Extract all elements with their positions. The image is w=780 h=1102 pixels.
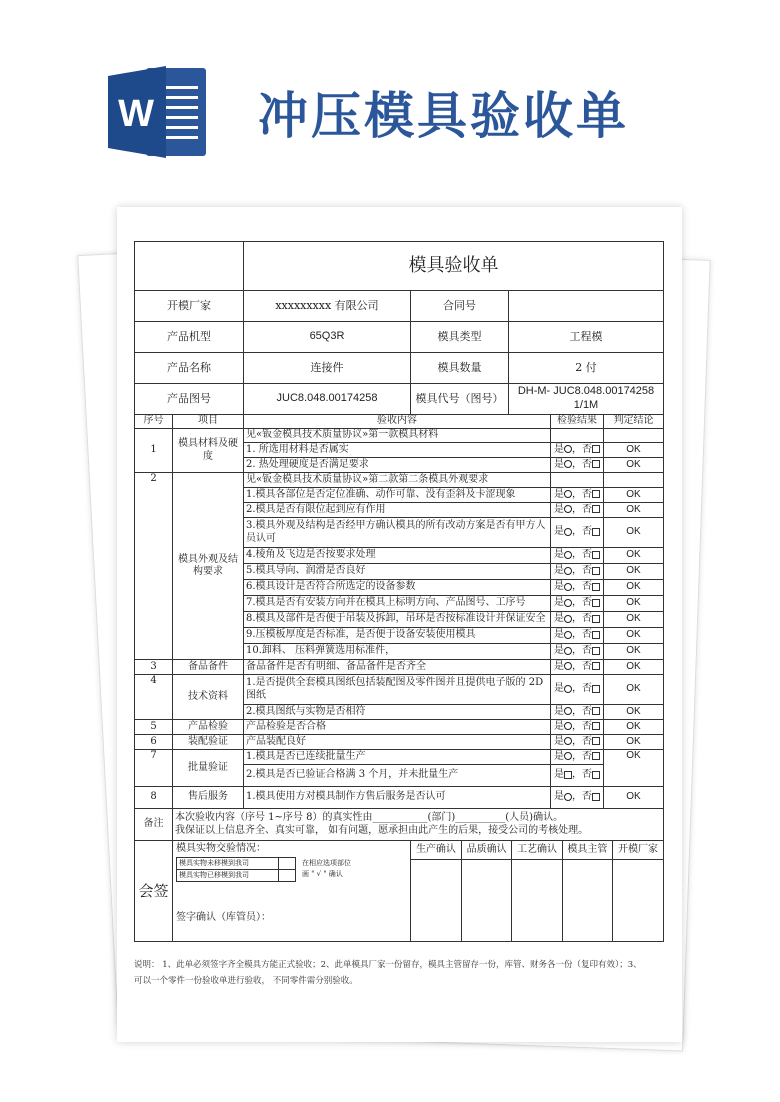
- no-checkbox-icon: [592, 631, 600, 639]
- no-option[interactable]: 否: [582, 549, 600, 560]
- maker-label: 开模厂家: [135, 291, 244, 322]
- s2-row-2: 2.模具是否有限位起到应有作用: [244, 503, 551, 518]
- s2-r6-verdict: OK: [604, 580, 664, 596]
- s2-r2-verdict: OK: [604, 503, 664, 518]
- s2-r1-result: 是 ，否: [551, 488, 604, 503]
- no-checkbox-icon: [592, 752, 600, 760]
- s2-r5-result: 是 ，否: [551, 564, 604, 580]
- s8-seq: 8: [135, 787, 173, 809]
- yes-checkbox-icon: [564, 771, 572, 779]
- s4-r2-result: 是 ，否: [551, 705, 604, 720]
- yes-circle-icon: [564, 551, 572, 559]
- no-checkbox-icon: [592, 722, 600, 730]
- s8-content: 1.模具使用方对模具制作方售后服务是否认可: [244, 787, 551, 809]
- check-note: [302, 858, 351, 880]
- no-checkbox-icon: [592, 583, 600, 591]
- yes-option[interactable]: 是: [554, 549, 572, 560]
- s5-verdict: OK: [604, 720, 664, 735]
- no-checkbox-icon: [592, 490, 600, 498]
- option-not-moved[interactable]: 模具实物未移模到我司: [177, 857, 279, 869]
- col-content: 验收内容: [244, 415, 551, 429]
- form-title: 模具验收单: [244, 242, 664, 291]
- qty-value: 2 付: [509, 353, 664, 384]
- no-checkbox-icon: [592, 551, 600, 559]
- drawing-value: JUC8.048.00174258: [244, 384, 411, 415]
- yes-circle-icon: [564, 685, 572, 693]
- s7-item: 批量验证: [173, 750, 244, 787]
- no-checkbox-icon: [592, 737, 600, 745]
- s7-seq: 7: [135, 750, 173, 787]
- s7-row-1: 1.模具是否已连续批量生产: [244, 750, 551, 765]
- acceptance-form: [134, 241, 663, 942]
- no-checkbox-icon: [592, 662, 600, 670]
- s8-result: 是 ，否: [551, 787, 604, 809]
- no-option[interactable]: 否: [582, 645, 600, 656]
- yes-option[interactable]: 是: [554, 504, 572, 515]
- yes-circle-icon: [564, 460, 572, 468]
- sign-columns-cell: [411, 841, 664, 942]
- remark-content: [173, 809, 664, 841]
- no-option[interactable]: 否: [582, 613, 600, 624]
- no-checkbox-icon: [592, 505, 600, 513]
- s2-row-10: 10.卸料、 压料弹簧选用标准件，: [244, 644, 551, 660]
- sign-box-process[interactable]: [512, 859, 562, 941]
- sign-columns: [411, 841, 663, 941]
- yes-option[interactable]: 是: [554, 736, 572, 747]
- col-seq: 序号: [135, 415, 173, 429]
- yes-circle-icon: [564, 615, 572, 623]
- s6-result: 是 ，否: [551, 735, 604, 750]
- svg-text:W: W: [118, 93, 154, 135]
- sign-box-production[interactable]: [411, 859, 461, 941]
- s1-row-1: 1. 所选用材料是否属实: [244, 443, 551, 458]
- col-item: 项目: [173, 415, 244, 429]
- s7-r2-result: 是 ，否: [551, 765, 604, 787]
- footnote: [134, 957, 664, 989]
- s1-intro: 见«钣金模具技术质量协议»第一款模具材料: [244, 429, 551, 443]
- no-checkbox-icon: [592, 707, 600, 715]
- no-option[interactable]: 否: [582, 721, 600, 732]
- yes-circle-icon: [564, 490, 572, 498]
- s7-row-2: 2.模具是否已验证合格满 3 个月，并未批量生产: [244, 765, 551, 787]
- delivery-options: [176, 857, 296, 882]
- document-sheet: [117, 207, 682, 1042]
- sign-col-maker: 开模厂家: [613, 841, 663, 859]
- s3-item: 备品备件: [173, 660, 244, 675]
- s1-seq: 1: [135, 429, 173, 473]
- yes-circle-icon: [564, 445, 572, 453]
- sign-col-process: 工艺确认: [512, 841, 562, 859]
- yes-option[interactable]: 是: [554, 459, 572, 470]
- yes-circle-icon: [564, 647, 572, 655]
- model-value: 65Q3R: [244, 322, 411, 353]
- s7-verdict: OK: [604, 750, 664, 787]
- remark-label: 备注: [135, 809, 173, 841]
- contract-value: [509, 291, 664, 322]
- s2-row-4: 4.棱角及飞边是否按要求处理: [244, 548, 551, 564]
- s2-r10-result: 是 ，否: [551, 644, 604, 660]
- check-note-1: 在相应选项部位: [302, 858, 351, 867]
- yes-option[interactable]: 是: [554, 706, 572, 717]
- s2-row-5: 5.模具导向、润滑是否良好: [244, 564, 551, 580]
- no-checkbox-icon: [592, 685, 600, 693]
- s4-r1-result: 是 ，否: [551, 675, 604, 705]
- s2-r6-result: 是 ，否: [551, 580, 604, 596]
- yes-option[interactable]: 是: [554, 791, 572, 802]
- yes-option[interactable]: 是: [554, 629, 572, 640]
- s2-r4-result: 是 ，否: [551, 548, 604, 564]
- no-option[interactable]: 否: [582, 597, 600, 608]
- yes-circle-icon: [564, 722, 572, 730]
- s4-r2-verdict: OK: [604, 705, 664, 720]
- s1-r1-verdict: OK: [604, 443, 664, 458]
- no-option[interactable]: 否: [582, 683, 600, 694]
- s2-row-7: 7.模具是否有安装方向并在模具上标明方向、产品图号、工序号: [244, 596, 551, 612]
- no-checkbox-icon: [592, 647, 600, 655]
- s1-row-2: 2. 热处理硬度是否满足要求: [244, 458, 551, 473]
- no-option[interactable]: 否: [582, 504, 600, 515]
- no-option[interactable]: 否: [582, 706, 600, 717]
- remark-line-2: 我保证以上信息齐全、真实可靠， 如有问题，愿承担由此产生的后果，接受公司的考核处理。: [175, 824, 589, 836]
- no-option[interactable]: 否: [582, 769, 600, 780]
- s6-content: 产品装配良好: [244, 735, 551, 750]
- no-checkbox-icon: [592, 460, 600, 468]
- s1-r2-verdict: OK: [604, 458, 664, 473]
- sign-col-quality: 品质确认: [461, 841, 511, 859]
- col-verdict: 判定结论: [604, 415, 664, 429]
- yes-circle-icon: [564, 528, 572, 536]
- s6-item: 装配验证: [173, 735, 244, 750]
- option-moved[interactable]: 模具实物已移模到我司: [177, 869, 279, 881]
- qty-label: 模具数量: [411, 353, 509, 384]
- yes-option[interactable]: 是: [554, 613, 572, 624]
- drawing-label: 产品图号: [135, 384, 244, 415]
- yes-option[interactable]: 是: [554, 661, 572, 672]
- s2-r3-verdict: OK: [604, 518, 664, 548]
- remark-line-1: 本次验收内容（序号 1~序号 8）的真实性由___________(部门)__________(人员)确认。: [175, 812, 564, 823]
- sign-box-quality[interactable]: [461, 859, 511, 941]
- s2-row-6: 6.模具设计是否符合所选定的设备参数: [244, 580, 551, 596]
- header: [0, 0, 780, 190]
- s1-intro-result: [551, 429, 604, 443]
- no-checkbox-icon: [592, 793, 600, 801]
- yes-option[interactable]: 是: [554, 444, 572, 455]
- yes-circle-icon: [564, 737, 572, 745]
- s5-result: 是 ，否: [551, 720, 604, 735]
- word-icon: [108, 66, 208, 158]
- s4-row-2: 2.模具图纸与实物是否相符: [244, 705, 551, 720]
- yes-option[interactable]: 是: [554, 721, 572, 732]
- s2-r7-verdict: OK: [604, 596, 664, 612]
- yes-option[interactable]: 是: [554, 769, 572, 780]
- s1-item: 模具材料及硬度: [173, 429, 244, 473]
- page-title: 冲压模具验收单: [258, 87, 629, 145]
- no-option[interactable]: 否: [582, 751, 600, 762]
- no-checkbox-icon: [592, 615, 600, 623]
- yes-option[interactable]: 是: [554, 526, 572, 537]
- no-option[interactable]: 否: [582, 565, 600, 576]
- contract-label: 合同号: [411, 291, 509, 322]
- s2-r8-result: 是 ，否: [551, 612, 604, 628]
- s4-item: 技术资料: [173, 675, 244, 720]
- s2-r2-result: 是 ，否: [551, 503, 604, 518]
- option-moved-check[interactable]: [279, 869, 296, 881]
- s2-item: 模具外观及结构要求: [173, 473, 244, 660]
- pname-value: 连接件: [244, 353, 411, 384]
- sign-label: 会签: [135, 841, 173, 942]
- yes-circle-icon: [564, 583, 572, 591]
- s2-row-9: 9.压模板厚度是否标准，是否便于设备安装使用模具: [244, 628, 551, 644]
- option-not-moved-check[interactable]: [279, 857, 296, 869]
- s2-r3-result: 是 ，否: [551, 518, 604, 548]
- s1-intro-verdict: [604, 429, 664, 443]
- footnote-line-1: 说明： 1、此单必须签字齐全模具方能正式验收；2、此单模具厂家一份留存，模具主管留存一份，库管、财务各一份（复印有效）；3、: [134, 960, 642, 970]
- no-option[interactable]: 否: [582, 489, 600, 500]
- s2-r4-verdict: OK: [604, 548, 664, 564]
- yes-option[interactable]: 是: [554, 683, 572, 694]
- no-option[interactable]: 否: [582, 444, 600, 455]
- s1-r1-result: 是 ，否: [551, 443, 604, 458]
- yes-circle-icon: [564, 752, 572, 760]
- no-checkbox-icon: [592, 445, 600, 453]
- s5-seq: 5: [135, 720, 173, 735]
- yes-circle-icon: [564, 505, 572, 513]
- s8-item: 售后服务: [173, 787, 244, 809]
- s2-r1-verdict: OK: [604, 488, 664, 503]
- s4-row-1: 1.是否提供全套模具图纸包括装配图及零件图并且提供电子版的 2D 图纸: [244, 675, 551, 705]
- no-checkbox-icon: [592, 567, 600, 575]
- footnote-line-2: 可以一个零件一份验收单进行验收， 不同零件需分别验收。: [134, 976, 358, 987]
- maker-value: xxxxxxxxx 有限公司: [244, 291, 411, 322]
- pname-label: 产品名称: [135, 353, 244, 384]
- sign-col-mold-supervisor: 模具主管: [562, 841, 612, 859]
- s2-intro-result: [551, 473, 604, 488]
- s2-row-8: 8.模具及部件是否便于吊装及拆卸，吊环是否按标准设计并保证安全: [244, 612, 551, 628]
- moldtype-value: 工程模: [509, 322, 664, 353]
- moldcode-label: 模具代号（图号）: [411, 384, 509, 415]
- no-option[interactable]: 否: [582, 459, 600, 470]
- s2-intro-verdict: [604, 473, 664, 488]
- s3-seq: 3: [135, 660, 173, 675]
- sign-box-maker[interactable]: [613, 859, 663, 941]
- yes-option[interactable]: 是: [554, 565, 572, 576]
- s6-verdict: OK: [604, 735, 664, 750]
- yes-option[interactable]: 是: [554, 645, 572, 656]
- s2-r8-verdict: OK: [604, 612, 664, 628]
- s2-seq: 2: [135, 473, 173, 660]
- moldtype-label: 模具类型: [411, 322, 509, 353]
- s1-r2-result: 是 ，否: [551, 458, 604, 473]
- delivery-label: 模具实物交验情况：: [176, 843, 266, 854]
- s2-r10-verdict: OK: [604, 644, 664, 660]
- sign-box-mold-supervisor[interactable]: [562, 859, 612, 941]
- s2-r9-result: 是 ，否: [551, 628, 604, 644]
- no-option[interactable]: 否: [582, 581, 600, 592]
- moldcode-value: DH-M- JUC8.048.00174258 1/1M: [509, 384, 664, 415]
- s2-r9-verdict: OK: [604, 628, 664, 644]
- sign-col-production: 生产确认: [411, 841, 461, 859]
- s4-r1-verdict: OK: [604, 675, 664, 705]
- s2-row-1: 1.模具各部位是否定位准确、动作可靠、没有歪斜及卡涩现象: [244, 488, 551, 503]
- s3-verdict: OK: [604, 660, 664, 675]
- yes-option[interactable]: 是: [554, 581, 572, 592]
- s3-result: 是 ，否: [551, 660, 604, 675]
- check-note-2: 画 " √ " 确认: [302, 870, 343, 878]
- s5-content: 产品检验是否合格: [244, 720, 551, 735]
- yes-option[interactable]: 是: [554, 751, 572, 762]
- no-option[interactable]: 否: [582, 736, 600, 747]
- delivery-cell: [173, 841, 411, 942]
- s3-content: 备品备件是否有明细、备品备件是否齐全: [244, 660, 551, 675]
- no-checkbox-icon: [592, 528, 600, 536]
- s2-row-3: 3.模具外观及结构是否经甲方确认模具的所有改动方案是否有甲方人员认可: [244, 518, 551, 548]
- s2-r7-result: 是 ，否: [551, 596, 604, 612]
- yes-circle-icon: [564, 599, 572, 607]
- no-option[interactable]: 否: [582, 661, 600, 672]
- s5-item: 产品检验: [173, 720, 244, 735]
- yes-circle-icon: [564, 662, 572, 670]
- s6-seq: 6: [135, 735, 173, 750]
- no-option[interactable]: 否: [582, 526, 600, 537]
- no-checkbox-icon: [592, 771, 600, 779]
- model-label: 产品机型: [135, 322, 244, 353]
- yes-option[interactable]: 是: [554, 489, 572, 500]
- title-blank: [135, 242, 244, 291]
- s2-intro: 见«钣金模具技术质量协议»第二款第二条模具外观要求: [244, 473, 551, 488]
- sign-confirm-label: 签字确认（库管员）：: [176, 911, 271, 923]
- yes-option[interactable]: 是: [554, 597, 572, 608]
- s8-verdict: OK: [604, 787, 664, 809]
- col-result: 检验结果: [551, 415, 604, 429]
- no-checkbox-icon: [592, 599, 600, 607]
- s4-seq: 4: [135, 675, 173, 720]
- yes-circle-icon: [564, 567, 572, 575]
- no-option[interactable]: 否: [582, 629, 600, 640]
- yes-circle-icon: [564, 793, 572, 801]
- yes-circle-icon: [564, 707, 572, 715]
- no-option[interactable]: 否: [582, 791, 600, 802]
- s2-r5-verdict: OK: [604, 564, 664, 580]
- s7-r1-result: 是 ，否: [551, 750, 604, 765]
- yes-circle-icon: [564, 631, 572, 639]
